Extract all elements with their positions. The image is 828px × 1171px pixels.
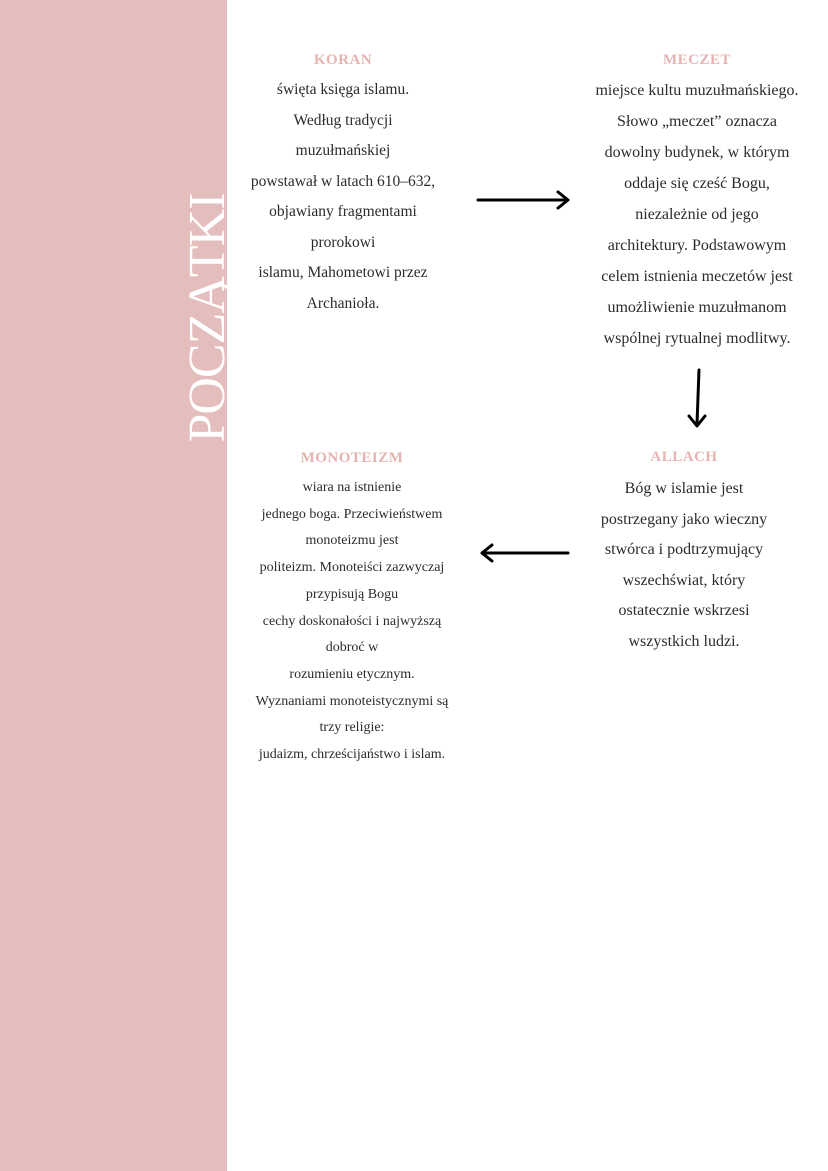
card-meczet [566,52,828,354]
text-line: politeizm. Monoteiści zazwyczaj [259,560,445,576]
card-text-meczet [566,75,828,354]
text-line: postrzegany jako wieczny [600,510,768,528]
card-title-meczet: MECZET [662,52,731,68]
text-line: islamu, Mahometowi przez [258,264,428,281]
text-line: wszystkich ludzi. [628,632,740,650]
text-line: rozumieniu etycznym. [289,666,415,682]
text-line: Słowo „meczet” oznacza [617,113,777,130]
text-line: wszechświat, który [622,571,746,589]
card-title-allach: ALLACH [650,449,718,465]
text-line: miejsce kultu muzułmańskiego. [595,82,799,99]
text-line: prorokowi [310,233,376,251]
text-line: monoteizmu jest [305,533,399,549]
text-line: przypisują Bogu [305,586,399,602]
text-line: cechy doskonałości i najwyższą [262,613,442,629]
text-line: judaizm, chrześcijaństwo i islam. [258,747,446,763]
text-line: ostatecznie wskrzesi [618,602,750,619]
text-line: umożliwienie muzułmanom [607,299,787,316]
text-line: dobroć w [325,640,379,656]
text-line: oddaje się cześć Bogu, [624,175,770,192]
card-allach [570,449,798,657]
card-monoteizm [232,450,472,769]
text-line: trzy religie: [319,720,385,736]
text-line: objawiany fragmentami [269,203,417,220]
text-line: wiara na istnienie [302,480,402,495]
title-line-1: POCZĄTKI [179,193,236,443]
text-line: dowolny budynek, w którym [604,144,790,161]
title-line-2: ŚREDNIOWIECZA [231,110,288,526]
arrow-right-icon [474,188,574,212]
text-line: Według tradycji [293,111,393,129]
text-line: architektury. Podstawowym [607,237,787,254]
card-title-monoteizm: MONOTEIZM [300,450,404,466]
arrow-left-icon [476,541,572,565]
card-koran [228,52,458,319]
text-line: stwórca i podtrzymujący [604,541,764,558]
card-text-allach [570,474,798,657]
card-title-koran: KORAN [313,52,373,68]
text-line: wspólnej rytualnej modlitwy. [603,330,791,347]
page-title [52,58,288,598]
text-line: święta księga islamu. [276,81,410,98]
text-line: Wyznaniami monoteistycznymi są [255,693,449,709]
text-line: powstawał w latach 610–632, [250,172,436,190]
text-line: Bóg w islamie jest [624,480,744,497]
sidebar-panel [0,0,288,1171]
text-line: celem istnienia meczetów jest [601,268,793,285]
card-text-koran [228,75,458,319]
text-line: niezależnie od jego [635,206,759,223]
text-line: muzułmańskiej [295,142,391,159]
text-line: Archanioła. [306,294,380,312]
arrow-down-icon [684,366,712,432]
card-text-monoteizm [232,475,472,769]
text-line: jednego boga. Przeciwieństwem [261,506,443,522]
